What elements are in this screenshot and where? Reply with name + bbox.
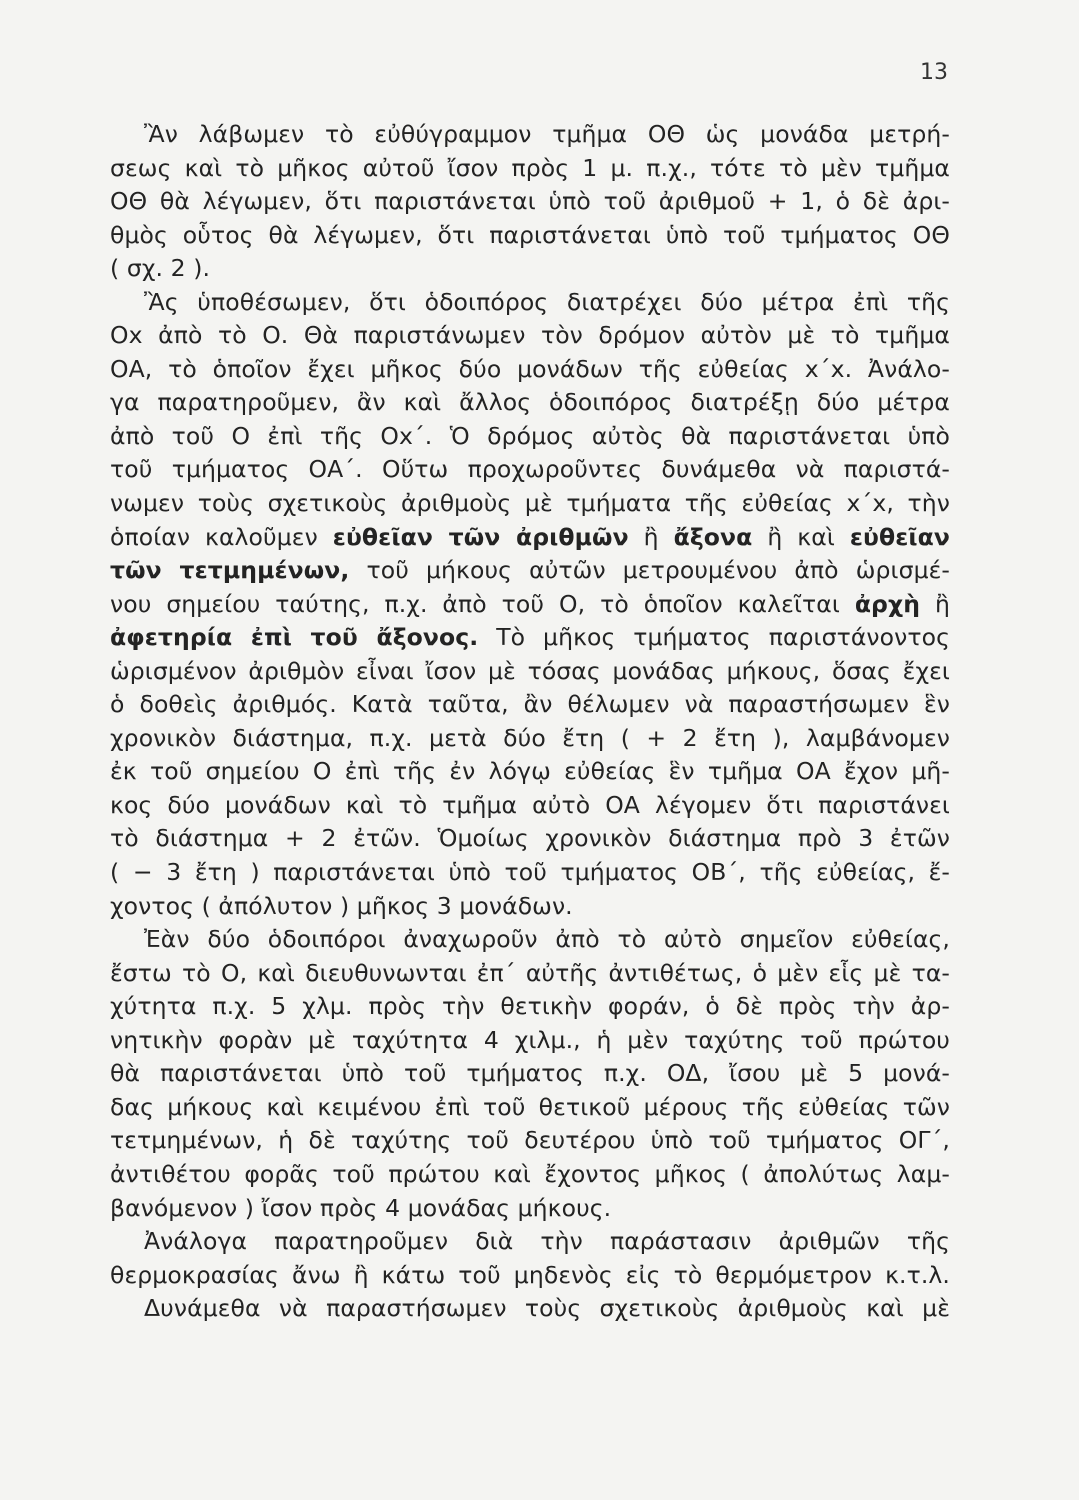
bold-term: ἄξονα: [673, 522, 753, 551]
text-span: βανόμενον ) ἴσον πρὸς 4 μονάδας μήκους.: [110, 1193, 612, 1222]
body-text: [110, 118, 950, 1326]
text-line: [110, 856, 950, 890]
bold-term: ἀρχὴ: [854, 589, 921, 618]
bold-term: εὐθεῖαν τῶν ἀριθμῶν: [332, 522, 629, 551]
text-line: [110, 453, 950, 487]
text-span: ( σχ. 2 ).: [110, 254, 211, 283]
text-span: Ἐὰν δύο ὁδοιπόροι ἀναχωροῦν ἀπὸ τὸ αὐτὸ σημεῖον εὐθείας,: [144, 925, 950, 954]
text-span: ἢ: [920, 589, 950, 618]
text-span: Οx ἀπὸ τὸ Ο. Θὰ παριστάνωμεν τὸν δρόμον αὐτὸν μὲ τὸ τμῆμα: [110, 321, 950, 350]
text-line: [110, 386, 950, 420]
text-line: [110, 1158, 950, 1192]
text-span: ἀντιθέτου φορᾶς τοῦ πρώτου καὶ ἔχοντος μῆκος ( ἀπολύτως λαμ-: [110, 1159, 950, 1188]
text-span: τετμημένων, ἡ δὲ ταχύτης τοῦ δευτέρου ὑπὸ τοῦ τμήματος ΟΓ΄,: [110, 1126, 950, 1155]
text-span: νητικὴν φορὰν μὲ ταχύτητα 4 χιλμ., ἡ μὲν ταχύτης τοῦ πρώτου: [110, 1025, 950, 1054]
text-span: τοῦ μήκους αὐτῶν μετρουμένου ἀπὸ ὡρισμέ-: [349, 556, 950, 585]
text-line: [110, 923, 950, 957]
text-line: [110, 1124, 950, 1158]
text-span: χοντος ( ἀπόλυτον ) μῆκος 3 μονάδων.: [110, 891, 573, 920]
text-line: [110, 621, 950, 655]
text-span: τοῦ τμήματος ΟΑ΄. Οὕτω προχωροῦντες δυνάμεθα νὰ παριστά-: [110, 455, 950, 484]
text-line: [110, 319, 950, 353]
text-span: ΟΘ θὰ λέγωμεν, ὅτι παριστάνεται ὑπὸ τοῦ ἀριθμοῦ + 1, ὁ δὲ ἀρι-: [110, 187, 950, 216]
text-span: Τὸ μῆκος τμήματος παριστάνοντος: [478, 623, 950, 652]
text-span: νου σημείου ταύτης, π.χ. ἀπὸ τοῦ Ο, τὸ ὁποῖον καλεῖται: [110, 589, 855, 618]
text-span: κος δύο μονάδων καὶ τὸ τμῆμα αὐτὸ ΟΑ λέγομεν ὅτι παριστάνει: [110, 790, 950, 819]
text-line: [110, 890, 950, 924]
text-line: [110, 789, 950, 823]
text-line: [110, 487, 950, 521]
text-span: Ἂς ὑποθέσωμεν, ὅτι ὁδοιπόρος διατρέχει δύο μέτρα ἐπὶ τῆς: [144, 287, 950, 316]
text-line: [110, 521, 950, 555]
text-span: γα παρατηροῦμεν, ἂν καὶ ἄλλος ὁδοιπόρος διατρέξῃ δύο μέτρα: [110, 388, 950, 417]
text-line: [110, 957, 950, 991]
text-span: τὸ διάστημα + 2 ἐτῶν. Ὁμοίως χρονικὸν διάστημα πρὸ 3 ἐτῶν: [110, 824, 950, 853]
text-span: ἔστω τὸ Ο, καὶ διευθυνωνται ἐπ΄ αὐτῆς ἀντιθέτως, ὁ μὲν εἷς μὲ τα-: [110, 958, 950, 987]
text-span: ΟΑ, τὸ ὁποῖον ἔχει μῆκος δύο μονάδων τῆς εὐθείας x΄x. Ἀνάλο-: [110, 354, 950, 383]
text-line: [110, 1091, 950, 1125]
text-span: σεως καὶ τὸ μῆκος αὐτοῦ ἴσον πρὸς 1 μ. π.χ., τότε τὸ μὲν τμῆμα: [110, 153, 950, 182]
text-span: ἢ: [628, 522, 674, 551]
text-line: [110, 353, 950, 387]
text-line: [110, 286, 950, 320]
text-span: θμὸς οὗτος θὰ λέγωμεν, ὅτι παριστάνεται ὑπὸ τοῦ τμήματος ΟΘ: [110, 220, 950, 249]
text-line: [110, 1225, 950, 1259]
text-line: [110, 152, 950, 186]
text-line: [110, 219, 950, 253]
text-line: [110, 420, 950, 454]
text-line: [110, 1024, 950, 1058]
text-line: [110, 990, 950, 1024]
text-span: χύτητα π.χ. 5 χλμ. πρὸς τὴν θετικὴν φοράν, ὁ δὲ πρὸς τὴν ἀρ-: [110, 992, 950, 1021]
text-line: [110, 722, 950, 756]
text-span: ἀπὸ τοῦ Ο ἐπὶ τῆς Οx΄. Ὁ δρόμος αὐτὸς θὰ παριστάνεται ὑπὸ: [110, 421, 950, 450]
text-span: δας μήκους καὶ κειμένου ἐπὶ τοῦ θετικοῦ μέρους τῆς εὐθείας τῶν: [110, 1092, 950, 1121]
text-span: νωμεν τοὺς σχετικοὺς ἀριθμοὺς μὲ τμήματα τῆς εὐθείας x΄x, τὴν: [110, 489, 950, 518]
text-line: [110, 118, 950, 152]
text-line: [110, 554, 950, 588]
text-span: ἢ καὶ: [752, 522, 850, 551]
text-line: [110, 822, 950, 856]
text-span: Ἂν λάβωμεν τὸ εὐθύγραμμον τμῆμα ΟΘ ὡς μονάδα μετρή-: [144, 120, 950, 148]
text-line: [110, 655, 950, 689]
text-line: [110, 1057, 950, 1091]
text-span: ( − 3 ἔτη ) παριστάνεται ὑπὸ τοῦ τμήματος ΟΒ΄, τῆς εὐθείας, ἔ-: [110, 858, 950, 887]
text-line: [110, 688, 950, 722]
page-number: 13: [920, 60, 948, 85]
text-line: [110, 252, 950, 286]
text-span: Δυνάμεθα νὰ παραστήσωμεν τοὺς σχετικοὺς ἀριθμοὺς καὶ μὲ: [144, 1294, 950, 1323]
text-line: [110, 755, 950, 789]
text-span: Ἀνάλογα παρατηροῦμεν διὰ τὴν παράστασιν ἀριθμῶν τῆς: [144, 1227, 950, 1256]
bold-term: ἀφετηρία ἐπὶ τοῦ ἄξονος.: [110, 623, 479, 652]
text-line: [110, 185, 950, 219]
text-line: [110, 1259, 950, 1293]
text-span: ὁποίαν καλοῦμεν: [110, 522, 333, 551]
text-span: ἐκ τοῦ σημείου Ο ἐπὶ τῆς ἐν λόγῳ εὐθείας ἓν τμῆμα ΟΑ ἔχον μῆ-: [110, 757, 950, 786]
text-span: θερμοκρασίας ἄνω ἢ κάτω τοῦ μηδενὸς εἰς τὸ θερμόμετρον κ.τ.λ.: [110, 1260, 950, 1289]
text-span: ὁ δοθεὶς ἀριθμός. Κατὰ ταῦτα, ἂν θέλωμεν νὰ παραστήσωμεν ἓν: [110, 690, 950, 719]
text-span: θὰ παριστάνεται ὑπὸ τοῦ τμήματος π.χ. ΟΔ, ἴσου μὲ 5 μονά-: [110, 1059, 950, 1088]
bold-term: τῶν τετμημένων,: [110, 556, 350, 585]
bold-term: εὐθεῖαν: [849, 522, 950, 551]
text-line: [110, 588, 950, 622]
text-span: ὡρισμένον ἀριθμὸν εἶναι ἴσον μὲ τόσας μονάδας μήκους, ὅσας ἔχει: [110, 656, 950, 685]
text-span: χρονικὸν διάστημα, π.χ. μετὰ δύο ἔτη ( + 2 ἔτη ), λαμβάνομεν: [110, 723, 950, 752]
text-line: [110, 1192, 950, 1226]
text-line: [110, 1292, 950, 1326]
